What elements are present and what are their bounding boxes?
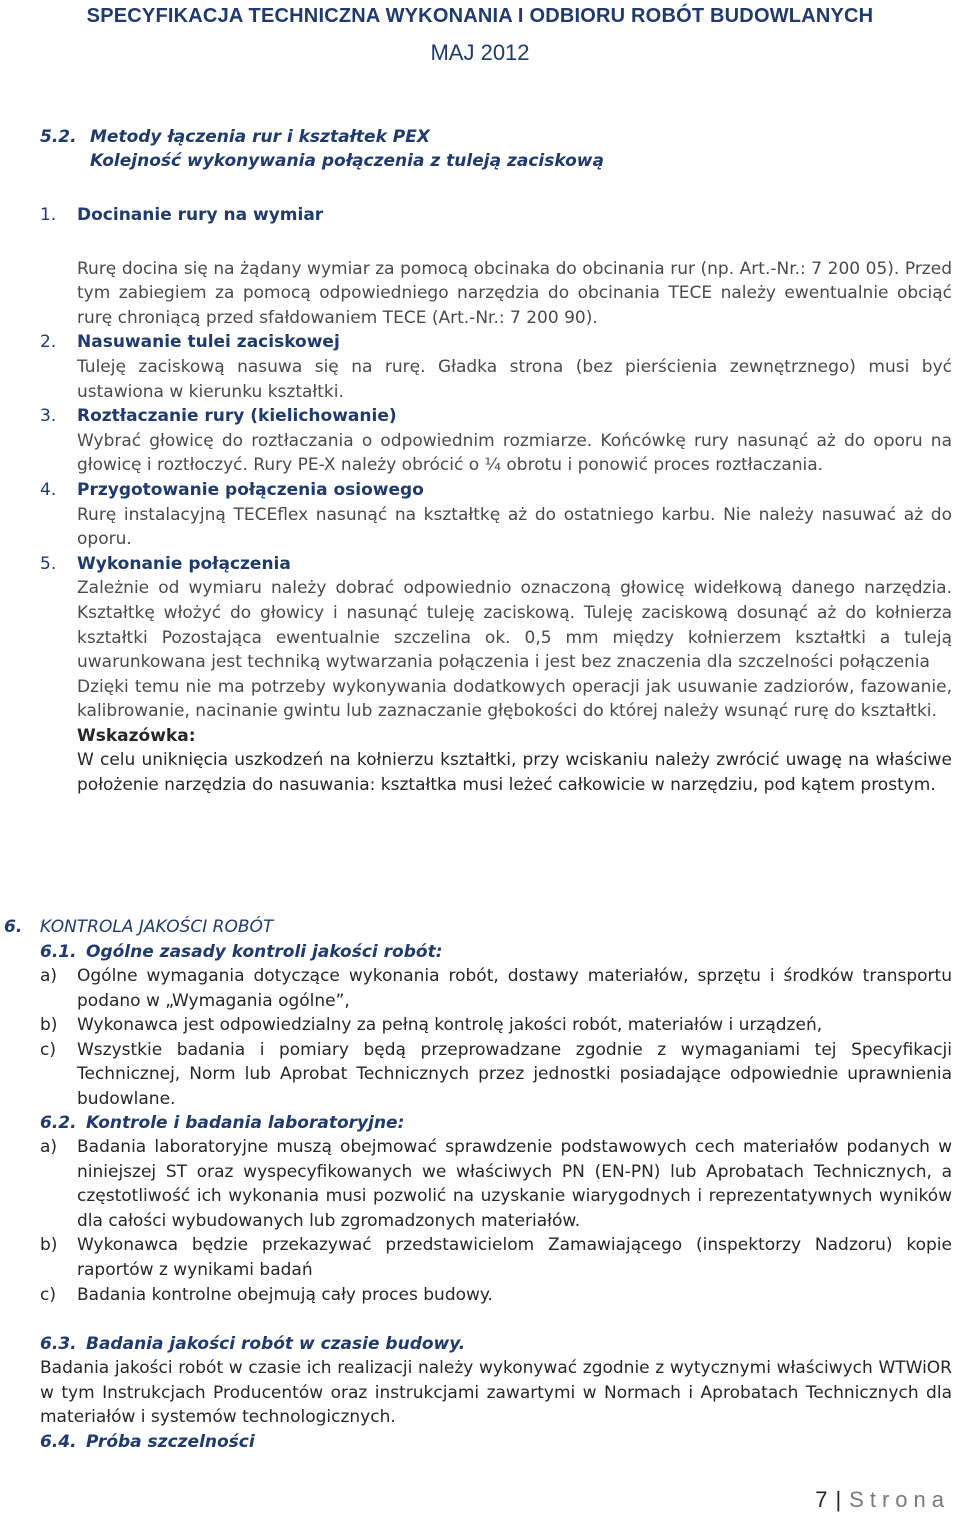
list-6-1 xyxy=(40,964,952,1112)
list-6-2 xyxy=(40,1135,952,1307)
footer-separator: | xyxy=(835,1487,842,1512)
section-title: Kontrole i badania laboratoryjne: xyxy=(86,1113,405,1133)
section-6-2-heading xyxy=(40,1111,404,1135)
section-title: Badania jakości robót w czasie budowy. xyxy=(86,1334,466,1354)
section-number: 5.2. xyxy=(40,127,77,147)
hint-label: Wskazówka: xyxy=(77,725,196,746)
section-6-3-heading xyxy=(40,1332,465,1356)
step-title: Przygotowanie połączenia osiowego xyxy=(77,479,424,500)
section-6-heading xyxy=(4,915,273,939)
step-item-2 xyxy=(40,330,952,404)
section-number: 6.4. xyxy=(40,1432,77,1452)
step-number: 5. xyxy=(40,553,57,574)
section-6-1-heading xyxy=(40,940,443,964)
step-number: 3. xyxy=(40,406,57,427)
page-number: 7 xyxy=(815,1487,828,1512)
step-text: Tuleję zaciskową nasuwa się na rurę. Gładka strona (bez pierścienia zewnętrznego) musi być ustawiona w kierunku kształtki. xyxy=(77,356,952,402)
step-title: Docinanie rury na wymiar xyxy=(77,205,324,225)
steps-list xyxy=(40,203,952,798)
list-item: b) Wykonawca będzie przekazywać przedstawicielom Zamawiającego (inspektorzy Nadzoru) kopie raportów z wynikami badań xyxy=(40,1235,952,1280)
section-6-4-heading xyxy=(40,1430,255,1454)
section-title: Próba szczelności xyxy=(86,1432,255,1452)
list-item: b) Wykonawca jest odpowiedzialny za pełną kontrolę jakości robót, materiałów i urządzeń, xyxy=(40,1015,823,1036)
list-item: c) Badania kontrolne obejmują cały proces budowy. xyxy=(40,1284,493,1305)
section-number: 6.3. xyxy=(40,1334,77,1354)
step-number: 4. xyxy=(40,479,57,500)
page-footer xyxy=(815,1487,950,1513)
step-text: Wybrać głowicę do roztłaczania o odpowiednim rozmiarze. Końcówkę rury nasunąć aż do oporu na głowicę i roztłoczyć. Rury PE-X należy obrócić o ¼ obrotu i ponowić proces roztłaczania. xyxy=(77,430,952,476)
step-item-4 xyxy=(40,478,952,552)
list-item: c) Wszystkie badania i pomiary będą przeprowadzane zgodnie z wymaganiami tej Specyfikacji Technicznej, Norm lub Aprobat Technicznych przez jednostki posiadające odpowiednie uprawnienia budowlane. xyxy=(40,1039,952,1109)
list-item: a) Ogólne wymagania dotyczące wykonania robót, dostawy materiałów, sprzętu i środków transportu podano w „Wymagania ogólne”, xyxy=(40,966,952,1011)
section-number: 6.1. xyxy=(40,942,77,962)
section-number: 6.2. xyxy=(40,1113,77,1133)
step-text: Rurę docina się na żądany wymiar za pomocą obcinaka do obcinania rur (np. Art.-Nr.: 7 200 05). Przed tym zabiegiem za pomocą odpowiedniego narzędzia do obcinania TECE należy ewentualnie obciąć rurę chroniącą przed sfałdowaniem TECE (Art.-Nr.: 7 200 90). xyxy=(77,258,952,328)
section-title: Metody łączenia rur i kształtek PEX xyxy=(90,127,430,147)
step-text: Zależnie od wymiaru należy dobrać odpowiednio oznaczoną głowicę widełkową danego narzędzia. Kształtkę włożyć do głowicy i nasunąć tuleję zaciskową. Tuleję zaciskową dosunąć aż do kołnierza kształtki Pozostająca ewentualnie szczelina ok. 0,5 mm między kołnierzem kształtki a tuleją uwarunkowana jest techniką wytwarzania połączenia i jest bez znaczenia dla szczelności połączenia xyxy=(77,578,952,673)
step-text-continued: Dzięki temu nie ma potrzeby wykonywania dodatkowych operacji jak usuwanie zadziorów, fazowanie, kalibrowanie, nacinanie gwintu lub zaznaczanie głębokości do której należy wsunąć rurę do kształtki. xyxy=(77,676,952,722)
step-number: 2. xyxy=(40,332,57,353)
step-title: Wykonanie połączenia xyxy=(77,553,291,574)
step-title: Nasuwanie tulei zaciskowej xyxy=(77,332,340,353)
page-header-title: SPECYFIKACJA TECHNICZNA WYKONANIA I ODBIORU ROBÓT BUDOWLANYCH xyxy=(86,5,874,27)
list-item: a) Badania laboratoryjne muszą obejmować sprawdzenie podstawowych cech materiałów podanych w niniejszej ST oraz wyspecyfikowanych we właściwych PN (EN-PN) lub Aprobatach Technicznych, a częstotliwość ich wykonania musi pozwolić na uzyskanie wiarygodnych i reprezentatywnych wyników dla całości wybudowanych lub zgromadzonych materiałów. xyxy=(40,1137,952,1231)
page-label: Strona xyxy=(849,1487,950,1512)
hint-text: W celu uniknięcia uszkodzeń na kołnierzu kształtki, przy wciskaniu należy zwrócić uwagę na właściwe położenie narzędzia do nasuwania: kształtka musi leżeć całkowicie w narzędziu, pod kątem prostym. xyxy=(77,750,952,796)
step-item-1 xyxy=(40,203,952,330)
step-title: Roztłaczanie rury (kielichowanie) xyxy=(77,406,397,427)
section-6-3-text: Badania jakości robót w czasie ich realizacji należy wykonywać zgodnie z wytycznymi właściwych WTWiOR w tym Instrukcjach Producentów oraz instrukcjami zawartymi w Normach i Aprobatach Technicznych dla materiałów i systemów technologicznych. xyxy=(40,1358,952,1428)
section-title: KONTROLA JAKOŚCI ROBÓT xyxy=(40,917,274,937)
page-header-date: MAJ 2012 xyxy=(430,40,530,65)
section-title: Ogólne zasady kontroli jakości robót: xyxy=(86,942,443,962)
section-5-2-heading xyxy=(40,125,430,149)
step-text: Rurę instalacyjną TECEflex nasunąć na kształtkę aż do ostatniego karbu. Nie należy nasuwać aż do oporu. xyxy=(77,504,952,550)
step-item-3 xyxy=(40,404,952,478)
step-number: 1. xyxy=(40,205,57,225)
section-number: 6. xyxy=(4,917,23,937)
section-5-2-subtitle: Kolejność wykonywania połączenia z tuleją zaciskową xyxy=(90,151,604,171)
step-item-5 xyxy=(40,552,952,799)
